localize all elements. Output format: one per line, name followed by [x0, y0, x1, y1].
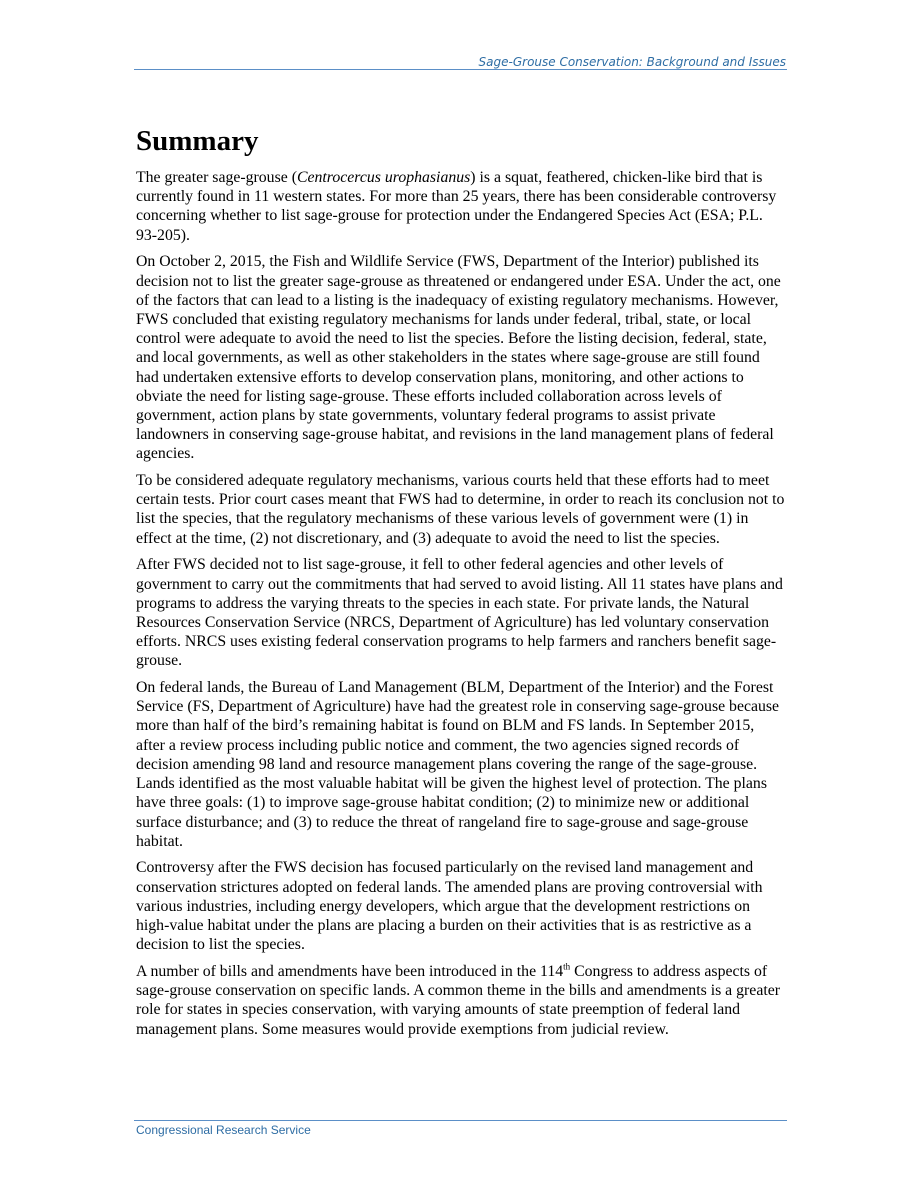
species-name: Centrocercus urophasianus [296, 169, 471, 186]
paragraph-7-text-a: A number of bills and amendments have been introduced in the 114 [136, 962, 564, 980]
paragraph-1-text-c: ) is a squat, feathered, chicken-like bird that is currently found in 11 western states. For more than 25 years, there has been considerable controversy concerning whether to list sage-grouse for protection under the Endangered Species Act (ESA; P.L. 93-205). [136, 169, 777, 244]
section-title: Summary [136, 125, 259, 157]
footer-publisher: Congressional Research Service [136, 1123, 311, 1137]
paragraph-1-text-a: The greater sage-grouse ( [136, 169, 297, 186]
footer-divider [134, 1120, 787, 1121]
paragraph-6: Controversy after the FWS decision has focused particularly on the revised land management and conservation strictures adopted on federal lands. The amended plans are proving controversial with various industries, including energy developers, which argue that the development restrictions on high-value habitat under the plans are placing a burden on their activities that is as restrictive as a decision to list the species. [136, 859, 763, 954]
summary-section [136, 124, 786, 1046]
ordinal-suffix: th [563, 961, 571, 972]
header-divider [134, 69, 787, 70]
paragraph-4: After FWS decided not to list sage-grouse, it fell to other federal agencies and other levels of government to carry out the commitments that had served to avoid listing. All 11 states have plans and programs to address the varying threats to the species in each state. For private lands, the Natural Resources Conservation Service (NRCS, Department of Agriculture) has led voluntary conservation efforts. NRCS uses existing federal conservation programs to help farmers and ranchers benefit sage-grouse. [136, 556, 783, 670]
paragraph-1 [136, 168, 786, 245]
paragraph-2: On October 2, 2015, the Fish and Wildlife Service (FWS, Department of the Interior) published its decision not to list the greater sage-grouse as threatened or endangered under ESA. Under the act, one of the factors that can lead to a listing is the inadequacy of existing regulatory mechanisms. However, FWS concluded that existing regulatory mechanisms for lands under federal, tribal, state, or local control were adequate to avoid the need to list the species. Before the listing decision, federal, state, and local governments, as well as other stakeholders in the states where sage-grouse are still found had undertaken extensive efforts to develop conservation plans, monitoring, and other actions to obviate the need for listing sage-grouse. These efforts included collaboration across levels of government, action plans by state governments, voluntary federal programs to assist private landowners in conserving sage-grouse habitat, and revisions in the land management plans of federal agencies. [136, 253, 781, 463]
paragraph-5: On federal lands, the Bureau of Land Management (BLM, Department of the Interior) and the Forest Service (FS, Department of Agriculture) have had the greatest role in conserving sage-grouse because more than half of the bird’s remaining habitat is found on BLM and FS lands. In September 2015, after a review process including public notice and comment, the two agencies signed records of decision amending 98 land and resource management plans covering the range of the sage-grouse. Lands identified as the most valuable habitat will be given the highest level of protection. The plans have three goals: (1) to improve sage-grouse habitat condition; (2) to minimize new or additional surface disturbance; and (3) to reduce the threat of rangeland fire to sage-grouse and sage-grouse habitat. [136, 679, 780, 850]
paragraph-3: To be considered adequate regulatory mechanisms, various courts held that these efforts had to meet certain tests. Prior court cases meant that FWS had to determine, in order to reach its conclusion not to list the species, that the regulatory mechanisms of these various levels of government were (1) in effect at the time, (2) not discretionary, and (3) adequate to avoid the need to list the species. [136, 472, 785, 547]
running-header: Sage-Grouse Conservation: Background and Issues [478, 55, 786, 69]
paragraph-7-text-b: Congress to address aspects of sage-grouse conservation on specific lands. A common theme in the bills and amendments is a greater role for states in species conservation, with varying amounts of state preemption of federal land management plans. Some measures would provide exemptions from judicial review. [136, 962, 780, 1038]
paragraph-7 [136, 962, 786, 1039]
